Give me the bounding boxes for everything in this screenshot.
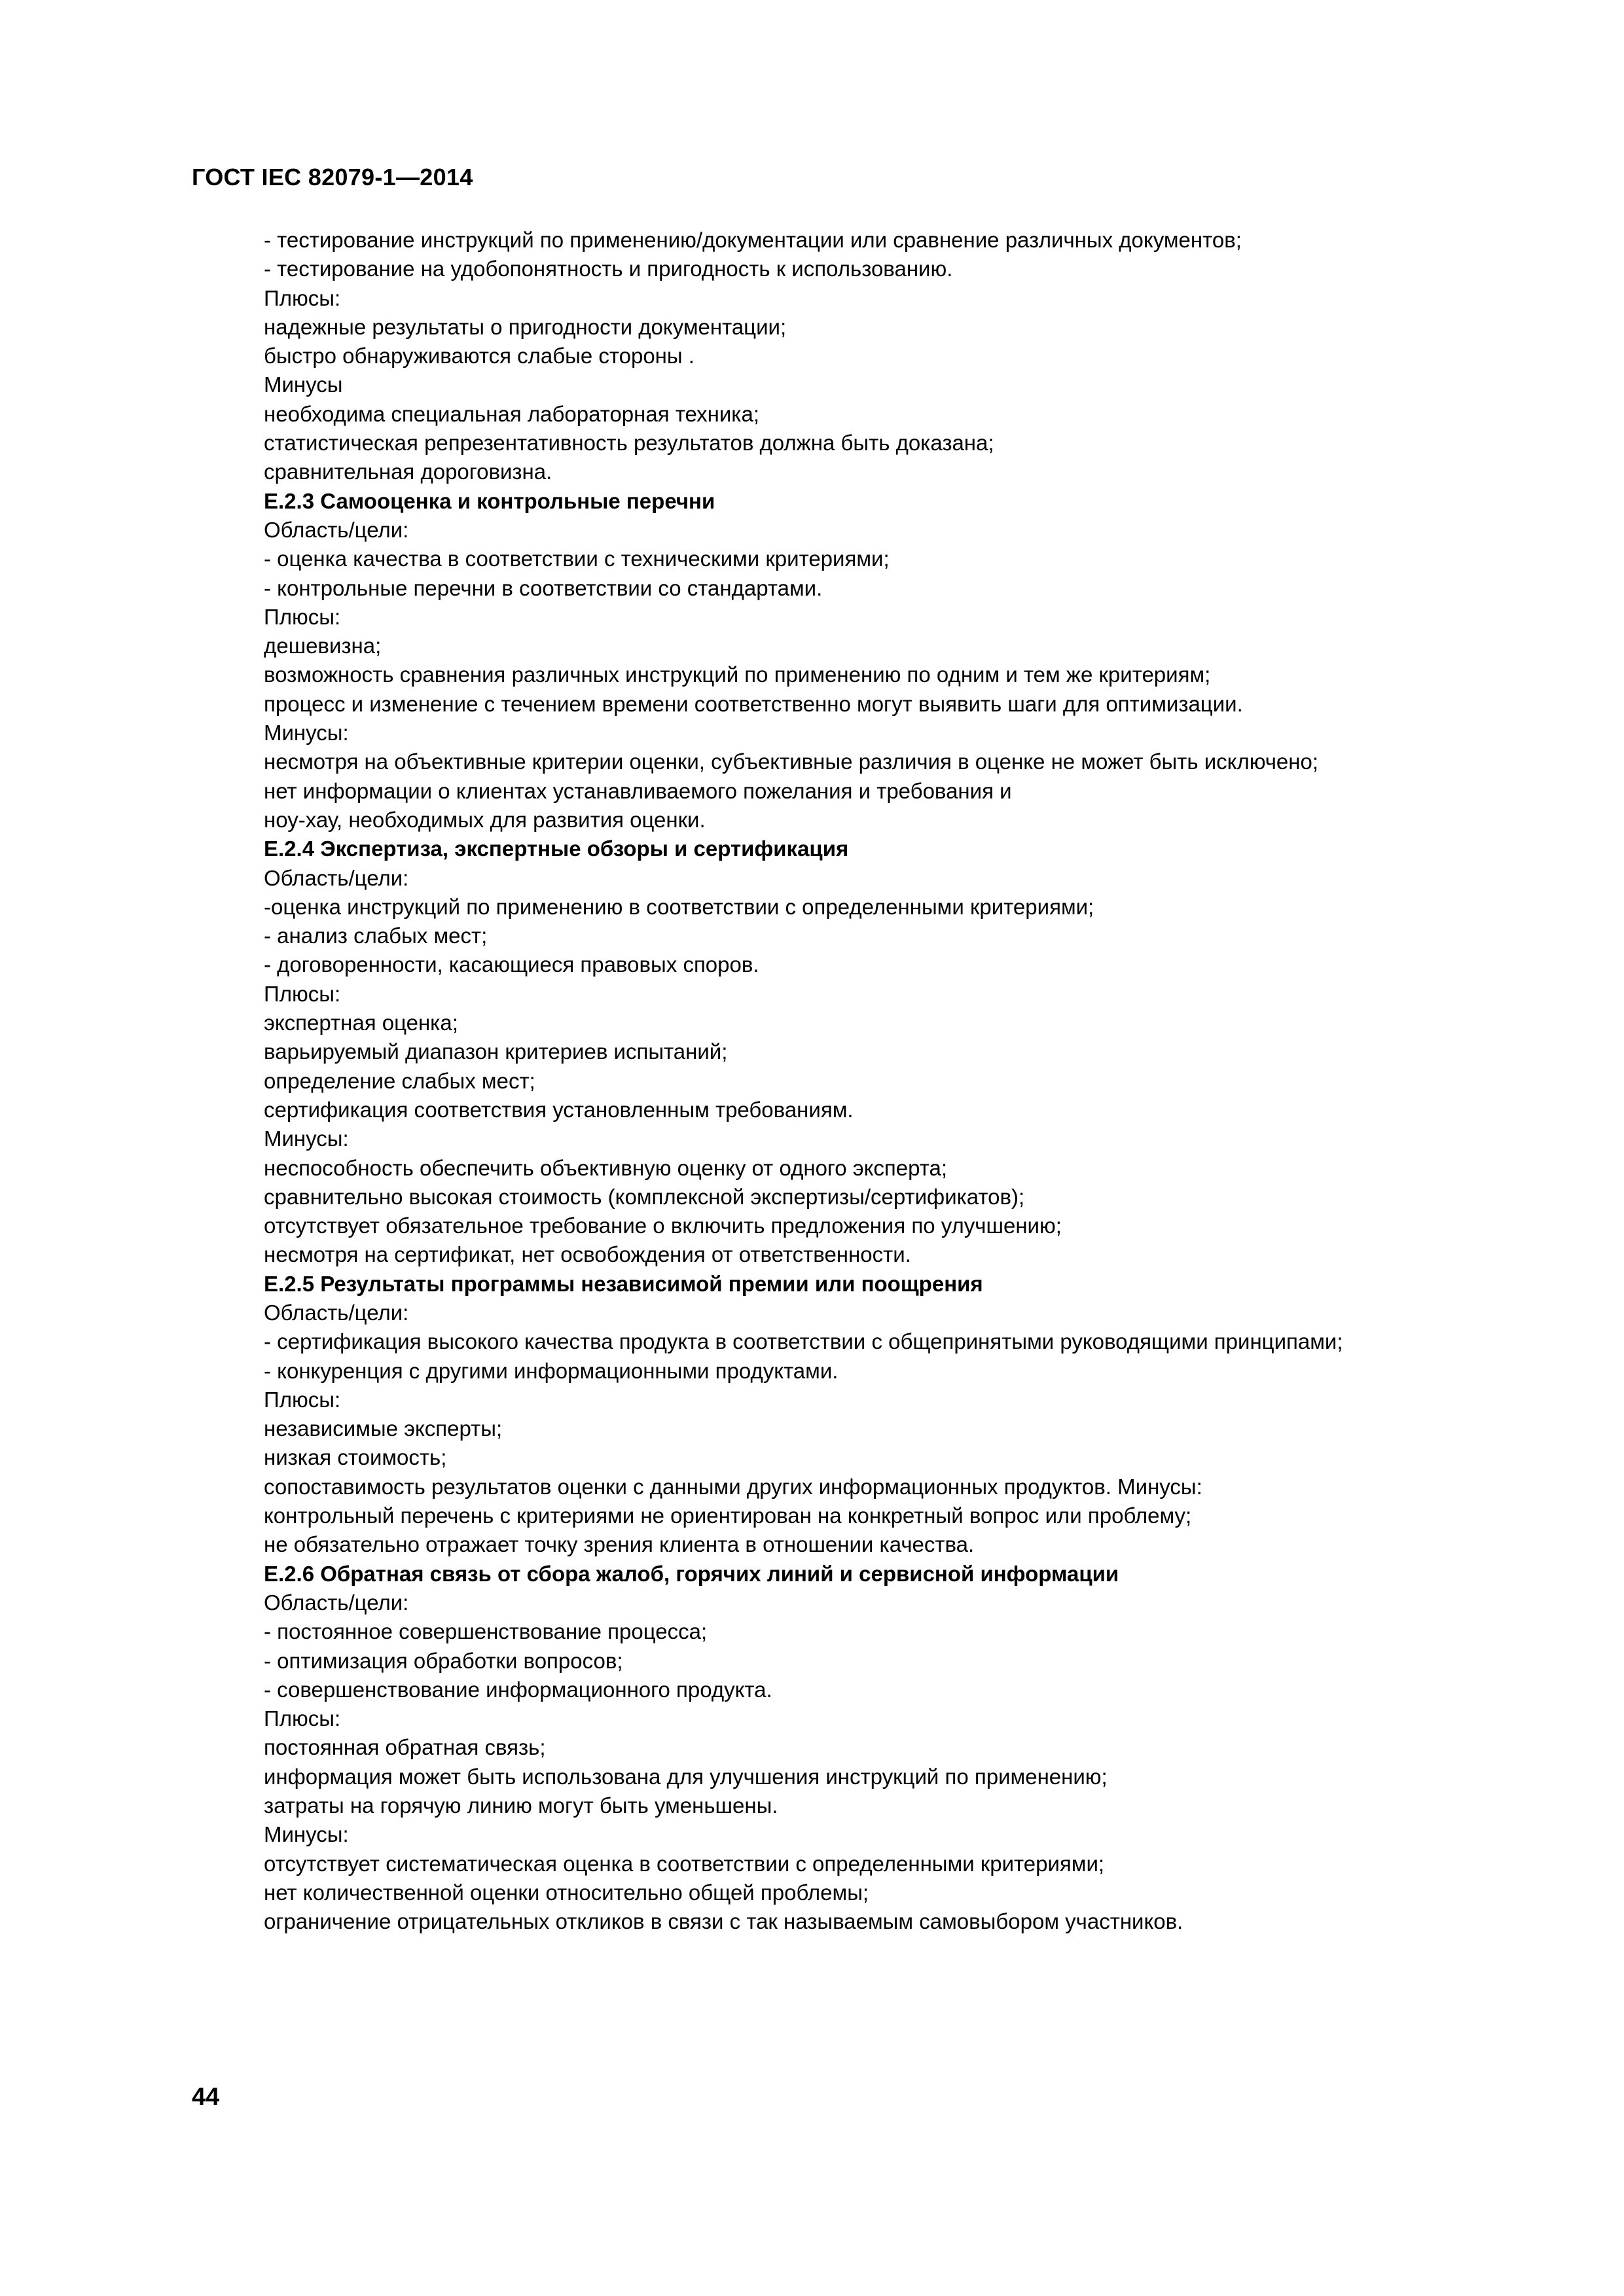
text-line: отсутствует систематическая оценка в соответствии с определенными критериями; xyxy=(264,1851,1105,1876)
text-line: определение слабых мест; xyxy=(264,1068,535,1093)
text-line: Минусы: xyxy=(264,721,349,745)
text-line: отсутствует обязательное требование о включить предложения по улучшению; xyxy=(264,1213,1062,1238)
text-line: Плюсы: xyxy=(264,981,341,1006)
text-line: несмотря на сертификат, нет освобождения от ответственности. xyxy=(264,1242,911,1267)
text-line: Плюсы: xyxy=(264,1706,341,1731)
text-line: - совершенствование информационного продукта. xyxy=(264,1677,772,1702)
text-line: Область/цели: xyxy=(264,865,409,890)
text-line: Минусы xyxy=(264,372,343,397)
text-line: затраты на горячую линию могут быть уменьшены. xyxy=(264,1793,778,1818)
text-line: надежные результаты о пригодности документации; xyxy=(264,314,787,339)
section-heading: E.2.5 Результаты программы независимой премии или поощрения xyxy=(264,1271,983,1296)
text-line: нет информации о клиентах устанавливаемого пожелания и требования и xyxy=(264,778,1012,803)
text-line: Минусы: xyxy=(264,1822,349,1847)
text-line: информация может быть использована для улучшения инструкций по применению; xyxy=(264,1764,1108,1789)
section-heading: E.2.3 Самооценка и контрольные перечни xyxy=(264,488,715,513)
text-line: низкая стоимость; xyxy=(264,1445,447,1470)
text-line: нет количественной оценки относительно общей проблемы; xyxy=(264,1880,869,1905)
text-line: Минусы: xyxy=(264,1126,349,1151)
text-line: контрольный перечень с критериями не ориентирован на конкретный вопрос или проблему; xyxy=(264,1503,1192,1528)
text-line: сопоставимость результатов оценки с данными других информационных продуктов. Минусы: xyxy=(264,1474,1202,1499)
text-line: - контрольные перечни в соответствии со стандартами. xyxy=(264,575,823,600)
text-line: сравнительная дороговизна. xyxy=(264,459,552,484)
text-line: необходима специальная лабораторная техника; xyxy=(264,401,759,426)
text-line: - оценка качества в соответствии с техническими критериями; xyxy=(264,547,890,571)
text-line: не обязательно отражает точку зрения клиента в отношении качества. xyxy=(264,1532,975,1557)
text-line: ноу-хау, необходимых для развития оценки. xyxy=(264,807,706,832)
text-line: варьируемый диапазон критериев испытаний; xyxy=(264,1039,728,1064)
text-line: Область/цели: xyxy=(264,517,409,542)
text-line: постоянная обратная связь; xyxy=(264,1735,546,1760)
document-header-standard-id: ГОСТ IEC 82079-1—2014 xyxy=(192,164,473,190)
text-line: процесс и изменение с течением времени соответственно могут выявить шаги для оптимизации. xyxy=(264,691,1243,716)
text-line: - постоянное совершенствование процесса; xyxy=(264,1619,708,1644)
text-line: Плюсы: xyxy=(264,604,341,629)
text-line: статистическая репрезентативность результатов должна быть доказана; xyxy=(264,431,994,456)
text-line: независимые эксперты; xyxy=(264,1416,503,1441)
text-line: экспертная оценка; xyxy=(264,1011,458,1035)
text-line: -оценка инструкций по применению в соответствии с определенными критериями; xyxy=(264,894,1094,919)
text-line: - тестирование на удобопонятность и пригодность к использованию. xyxy=(264,257,953,281)
text-line: - анализ слабых мест; xyxy=(264,924,488,948)
text-line: сравнительно высокая стоимость (комплексной экспертизы/сертификатов); xyxy=(264,1184,1025,1209)
page-number: 44 xyxy=(192,2083,220,2111)
text-line: Плюсы: xyxy=(264,285,341,310)
text-line: ограничение отрицательных откликов в связи с так называемым самовыбором участников. xyxy=(264,1909,1183,1934)
text-line: - конкуренция с другими информационными продуктами. xyxy=(264,1358,839,1383)
text-line: несмотря на объективные критерии оценки, субъективные различия в оценке не может быть исключено; xyxy=(264,749,1319,774)
text-line: - сертификация высокого качества продукта в соответствии с общепринятыми руководящими принципами; xyxy=(264,1329,1343,1354)
text-line: Область/цели: xyxy=(264,1300,409,1325)
text-line: возможность сравнения различных инструкций по применению по одним и тем же критериям; xyxy=(264,662,1211,687)
document-body xyxy=(264,226,1573,1937)
section-heading: E.2.4 Экспертиза, экспертные обзоры и сертификация xyxy=(264,836,849,861)
text-line: сертификация соответствия установленным требованиям. xyxy=(264,1097,854,1122)
text-line: Область/цели: xyxy=(264,1590,409,1615)
section-heading: E.2.6 Обратная связь от сбора жалоб, горячих линий и сервисной информации xyxy=(264,1561,1119,1586)
text-line: быстро обнаруживаются слабые стороны . xyxy=(264,344,695,368)
text-line: дешевизна; xyxy=(264,634,382,658)
text-line: - договоренности, касающиеся правовых споров. xyxy=(264,952,759,977)
text-line: неспособность обеспечить объективную оценку от одного эксперта; xyxy=(264,1155,948,1180)
text-line: - оптимизация обработки вопросов; xyxy=(264,1648,623,1673)
text-line: - тестирование инструкций по применению/документации или сравнение различных документов; xyxy=(264,228,1242,252)
text-line: Плюсы: xyxy=(264,1387,341,1412)
